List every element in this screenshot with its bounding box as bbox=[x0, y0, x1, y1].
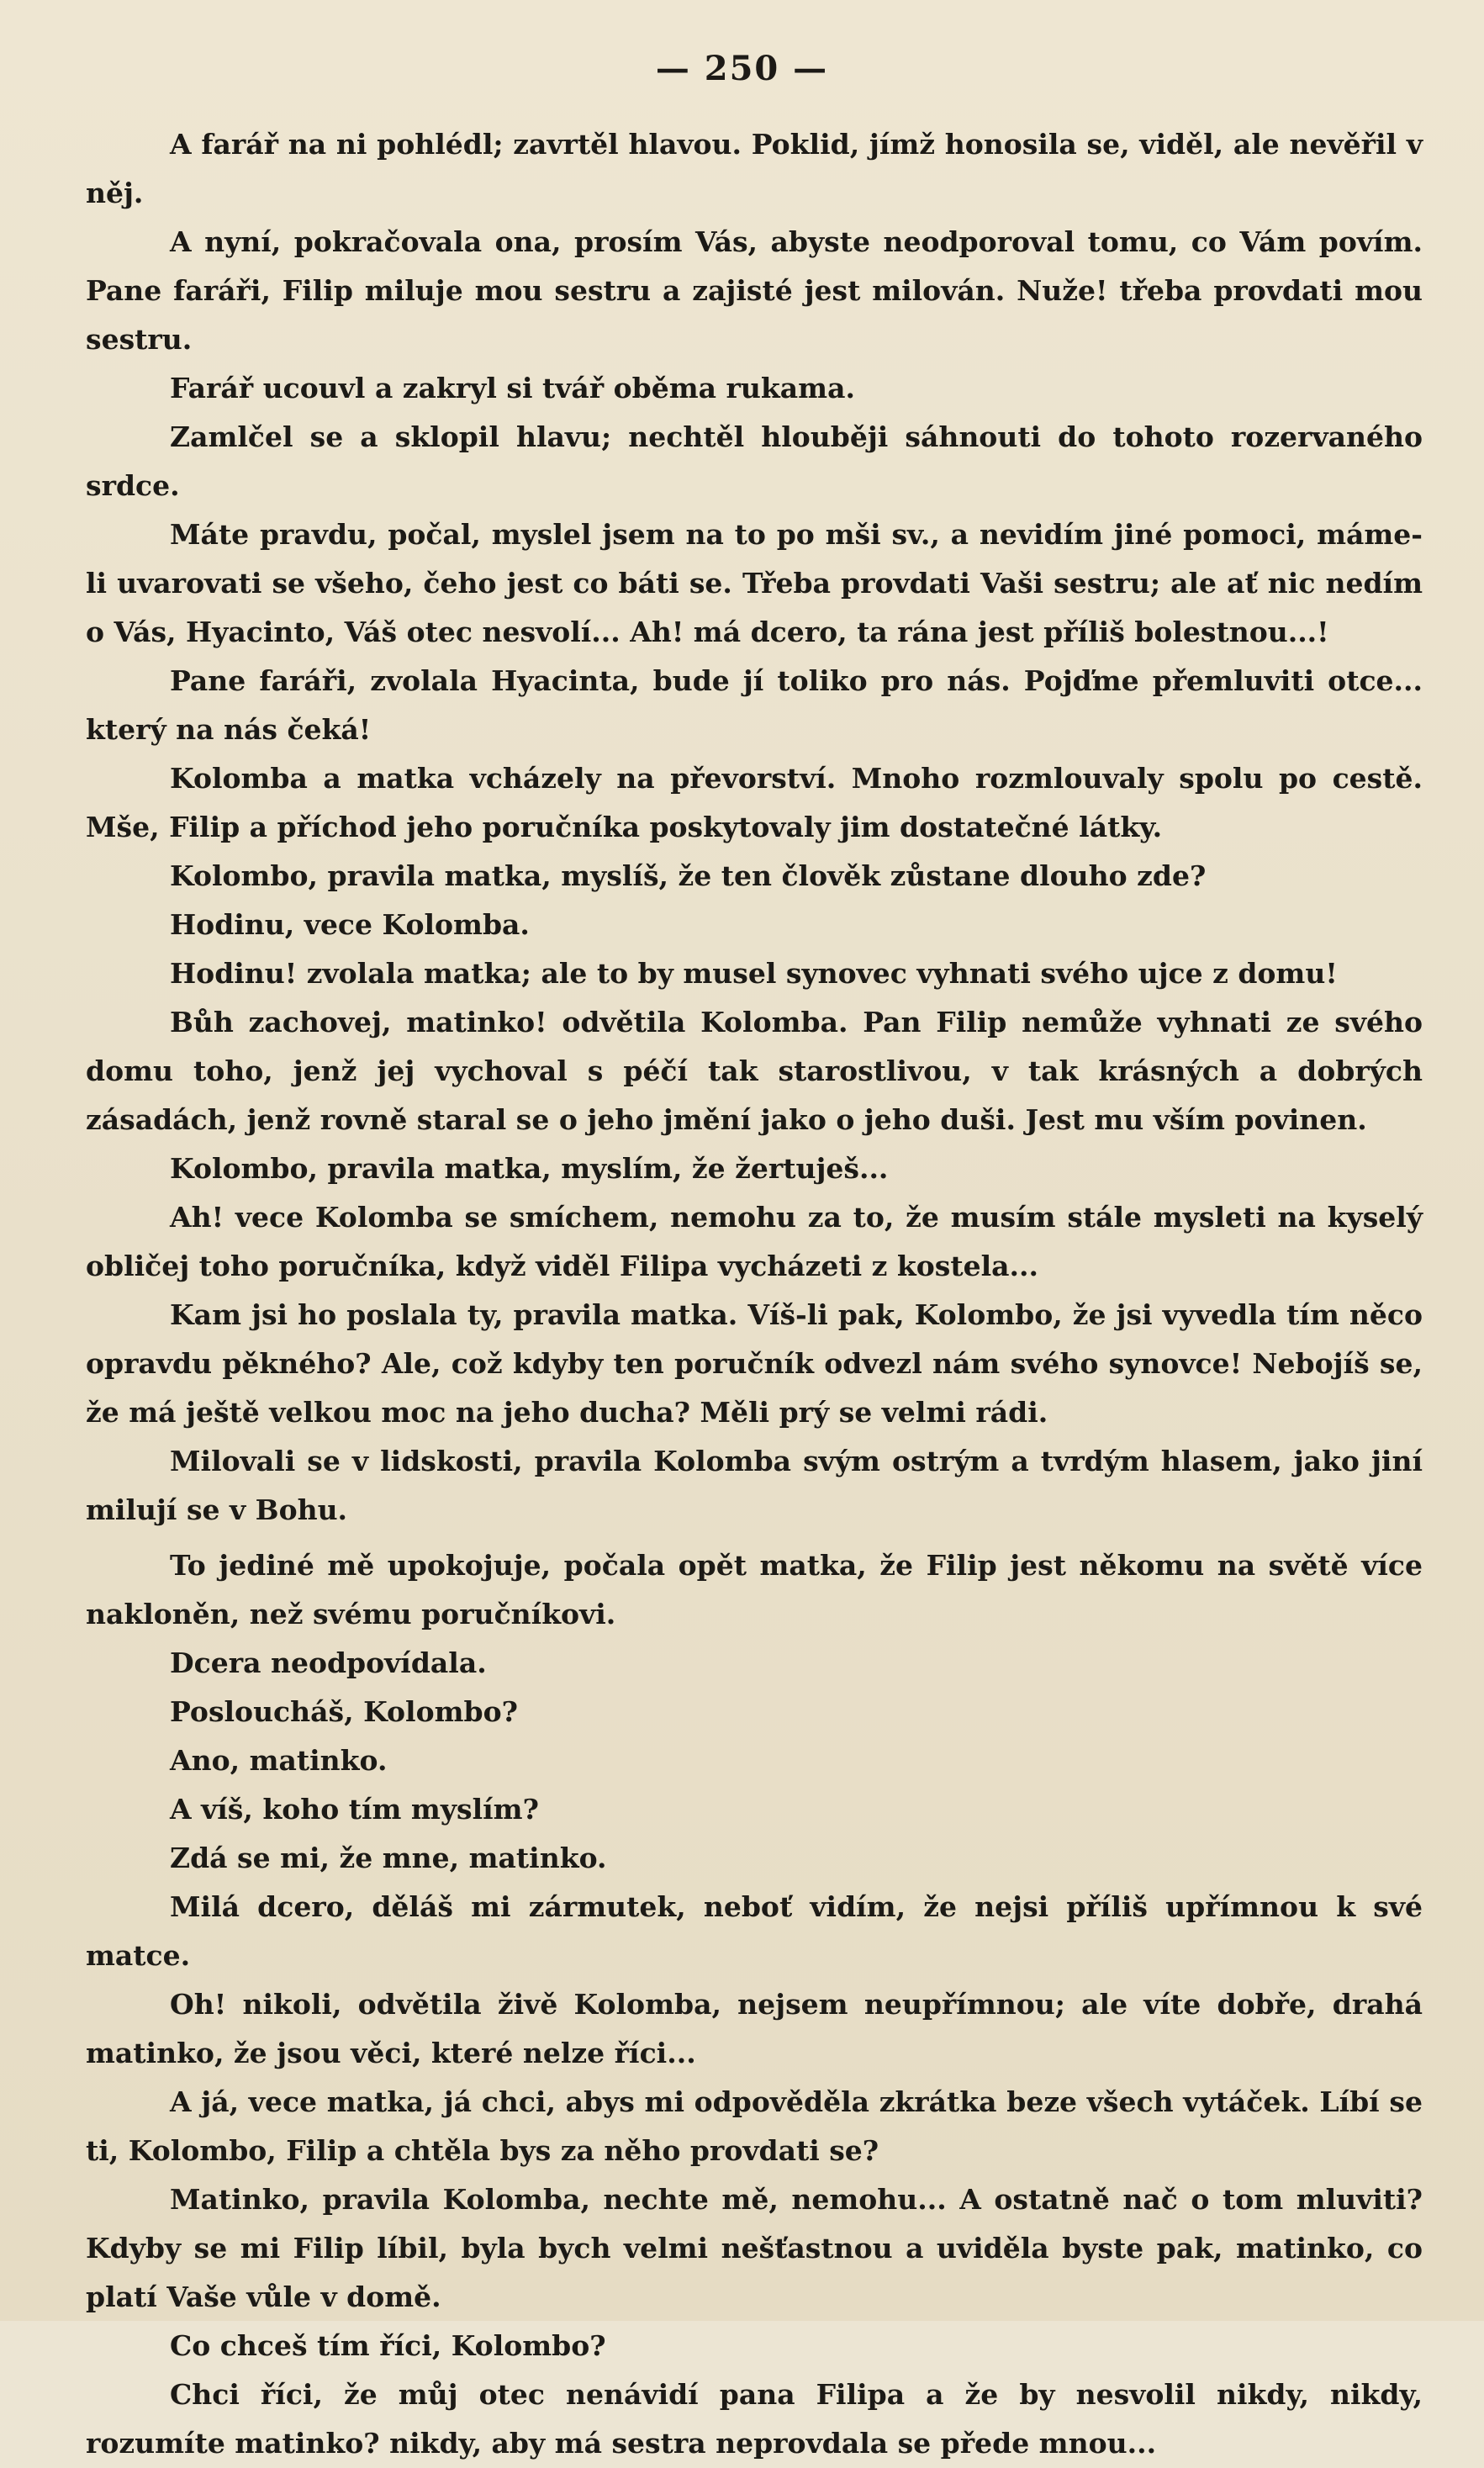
paragraph: Bůh zachovej, matinko! odvětila Kolomba. Pan Filip nemůže vyhnati ze svého domu toho, jenž jej vychoval s péčí tak starostlivou, v tak krásných a dobrých zásadách, jenž rovně staral se o jeho jmění jako o jeho duši. Jest mu vším povinen. bbox=[86, 1006, 1423, 1136]
paragraph: Matinko, pravila Kolomba, nechte mě, nemohu... A ostatně nač o tom mluviti? Kdyby se mi Filip líbil, byla bych velmi nešťastnou a uviděla byste pak, matinko, co platí Vaše vůle v domě. bbox=[86, 2183, 1423, 2313]
body-text bbox=[86, 120, 1423, 2468]
page-number: — 250 — bbox=[655, 49, 829, 88]
paragraph: Kolombo, pravila matka, myslím, že žertuješ... bbox=[170, 1152, 889, 1185]
paragraph: Co chceš tím říci, Kolombo? bbox=[170, 2329, 606, 2362]
paragraph: Kolomba a matka vcházely na převorství. Mnoho rozmlouvaly spolu po cestě. Mše, Filip a příchod jeho poručníka poskytovaly jim dostatečné látky. bbox=[86, 762, 1423, 843]
paragraph: Chci říci, že můj otec nenávidí pana Filipa a že by nesvolil nikdy, nikdy, rozumíte matinko? nikdy, aby má sestra neprovdala se přede mnou... bbox=[86, 2378, 1423, 2460]
paragraph: A nyní, pokračovala ona, prosím Vás, abyste neodporoval tomu, co Vám povím. Pane faráři, Filip miluje mou sestru a zajisté jest milován. Nuže! třeba provdati mou sestru. bbox=[86, 225, 1423, 356]
paragraph: Máte pravdu, počal, myslel jsem na to po mši sv., a nevidím jiné pomoci, máme-li uvarovati se všeho, čeho jest co báti se. Třeba provdati Vaši sestru; ale ať nic nedím o Vás, Hyacinto, Váš otec nesvolí... Ah! má dcero, ta rána jest příliš bolestnou...! bbox=[86, 518, 1423, 648]
paragraph: Dcera neodpovídala. bbox=[170, 1646, 487, 1679]
paragraph: Kam jsi ho poslala ty, pravila matka. Víš-li pak, Kolombo, že jsi vyvedla tím něco opravdu pěkného? Ale, což kdyby ten poručník odvezl nám svého synovce! Nebojíš se, že má ještě velkou moc na jeho ducha? Měli prý se velmi rádi. bbox=[86, 1298, 1423, 1429]
paragraph: Farář ucouvl a zakryl si tvář oběma rukama. bbox=[170, 372, 855, 404]
paragraph: Zamlčel se a sklopil hlavu; nechtěl hlouběji sáhnouti do tohoto rozervaného srdce. bbox=[86, 420, 1423, 502]
paragraph: Hodinu! zvolala matka; ale to by musel synovec vyhnati svého ujce z domu! bbox=[170, 957, 1338, 990]
paragraph: Oh! nikoli, odvětila živě Kolomba, nejsem neupřímnou; ale víte dobře, drahá matinko, že jsou věci, které nelze říci... bbox=[86, 1988, 1423, 2069]
paragraph: Milovali se v lidskosti, pravila Kolomba svým ostrým a tvrdým hlasem, jako jiní milují se v Bohu. bbox=[86, 1445, 1423, 1526]
paragraph: Posloucháš, Kolombo? bbox=[170, 1695, 518, 1728]
paragraph: Kolombo, pravila matka, myslíš, že ten člověk zůstane dlouho zde? bbox=[170, 859, 1207, 892]
paragraph: Hodinu, vece Kolomba. bbox=[170, 908, 530, 941]
paragraph: Ano, matinko. bbox=[170, 1744, 388, 1777]
paragraph: Pane faráři, zvolala Hyacinta, bude jí toliko pro nás. Pojďme přemluviti otce... který na nás čeká! bbox=[86, 664, 1423, 746]
paragraph: Zdá se mi, že mne, matinko. bbox=[170, 1842, 607, 1874]
paragraph: To jediné mě upokojuje, počala opět matka, že Filip jest někomu na světě více nakloněn, než svému poručníkovi. bbox=[86, 1549, 1423, 1630]
paragraph: Ah! vece Kolomba se smíchem, nemohu za to, že musím stále mysleti na kyselý obličej toho poručníka, když viděl Filipa vycházeti z kostela... bbox=[86, 1201, 1423, 1282]
paragraph: A víš, koho tím myslím? bbox=[170, 1793, 539, 1826]
paragraph: A já, vece matka, já chci, abys mi odpověděla zkrátka beze všech vytáček. Líbí se ti, Kolombo, Filip a chtěla bys za něho provdati se? bbox=[86, 2085, 1423, 2167]
paragraph: Milá dcero, děláš mi zármutek, neboť vidím, že nejsi příliš upřímnou k své matce. bbox=[86, 1890, 1423, 1972]
paragraph: A farář na ni pohlédl; zavrtěl hlavou. Poklid, jímž honosila se, viděl, ale nevěřil v něj. bbox=[86, 128, 1423, 209]
